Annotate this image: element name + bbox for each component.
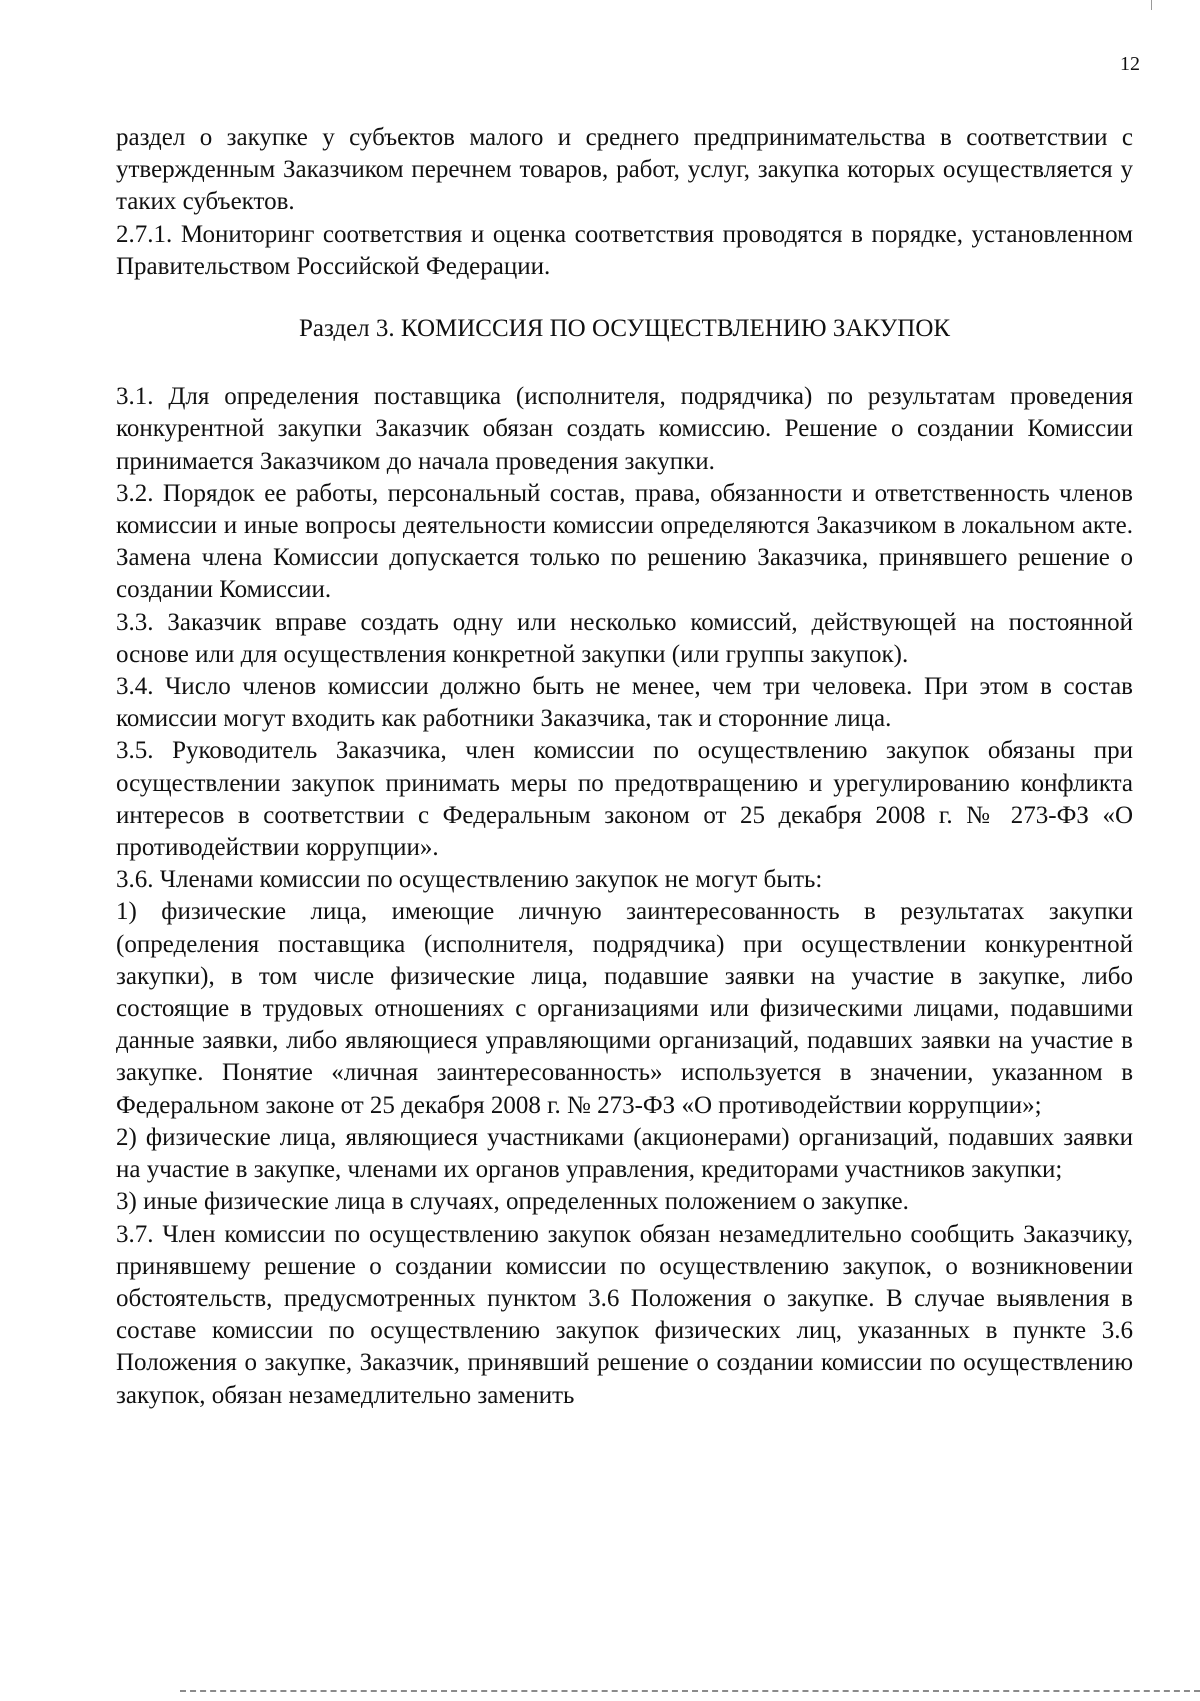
paragraph-3-6: 3.6. Членами комиссии по осуществлению закупок не могут быть: — [116, 866, 823, 894]
section-3-heading: Раздел 3. КОМИССИЯ ПО ОСУЩЕСТВЛЕНИЮ ЗАКУПОК — [298, 315, 951, 343]
scan-corner-mark — [1151, 0, 1152, 10]
paragraph-3-5: 3.5. Руководитель Заказчика, член комиссии по осуществлению закупок обязаны при осуществлении закупок принимать меры по предотвращению и урегулированию конфликта интересов в соответствии с Федеральным законом от 25 декабря 2008 г. № 273-ФЗ «О противодействии коррупции». — [116, 737, 1133, 862]
paragraph-3-3: 3.3. Заказчик вправе создать одну или несколько комиссий, действующей на постоянной основе или для осуществления конкретной закупки (или группы закупок). — [116, 608, 1133, 668]
paragraph-2-7-1: 2.7.1. Мониторинг соответствия и оценка соответствия проводятся в порядке, установленном Правительством Российской Федерации. — [116, 220, 1133, 280]
paragraph-3-7: 3.7. Член комиссии по осуществлению закупок обязан незамедлительно сообщить Заказчику, принявшему решение о создании комиссии по осуществлению закупок, о возникновении обстоятельств, предусмотренных пунктом 3.6 Положения о закупке. В случае выявления в составе комиссии по осуществлению закупок физических лиц, указанных в пункте 3.6 Положения о закупке, Заказчик, принявший решение о создании комиссии по осуществлению закупок, обязан незамедлительно заменить — [116, 1220, 1133, 1409]
list-item-3-6-1: 1) физические лица, имеющие личную заинтересованность в результатах закупки (определения поставщика (исполнителя, подрядчика) при осуществлении конкурентной закупки), в том числе физические лица, подавшие заявки на участие в закупке, либо состоящие в трудовых отношениях с организациями или физическими лицами, подавшими данные заявки, либо являющиеся управляющими организаций, подавших заявки на участие в закупке. Понятие «личная заинтересованность» используется в значении, указанном в Федеральном законе от 25 декабря 2008 г. № 273-ФЗ «О противодействии коррупции»; — [116, 898, 1133, 1119]
paragraph-3-1: 3.1. Для определения поставщика (исполнителя, подрядчика) по результатам проведения конкурентной закупки Заказчик обязан создать комиссию. Решение о создании Комиссии принимается Заказчиком до начала проведения закупки. — [116, 383, 1133, 475]
list-item-3-6-3: 3) иные физические лица в случаях, определенных положением о закупке. — [116, 1188, 909, 1216]
list-item-3-6-2: 2) физические лица, являющиеся участниками (акционерами) организаций, подавших заявки на участие в закупке, членами их органов управления, кредиторами участников закупки; — [116, 1123, 1133, 1184]
bottom-scan-line — [180, 1690, 1200, 1692]
page-number: 12 — [1120, 53, 1140, 75]
paragraph-3-4: 3.4. Число членов комиссии должно быть не менее, чем три человека. При этом в состав комиссии могут входить как работники Заказчика, так и сторонние лица. — [116, 673, 1133, 733]
document-body — [116, 122, 1133, 1412]
paragraph-3-2: 3.2. Порядок ее работы, персональный состав, права, обязанности и ответственность членов комиссии и иные вопросы деятельности комиссии определяются Заказчиком в локальном акте. Замена члена Комиссии допускается только по решению Заказчика, принявшего решение о создании Комиссии. — [116, 479, 1133, 604]
paragraph-section-2-continuation: раздел о закупке у субъектов малого и среднего предпринимательства в соответствии с утвержденным Заказчиком перечнем товаров, работ, услуг, закупка которых осуществляется у таких субъектов. — [116, 124, 1133, 216]
